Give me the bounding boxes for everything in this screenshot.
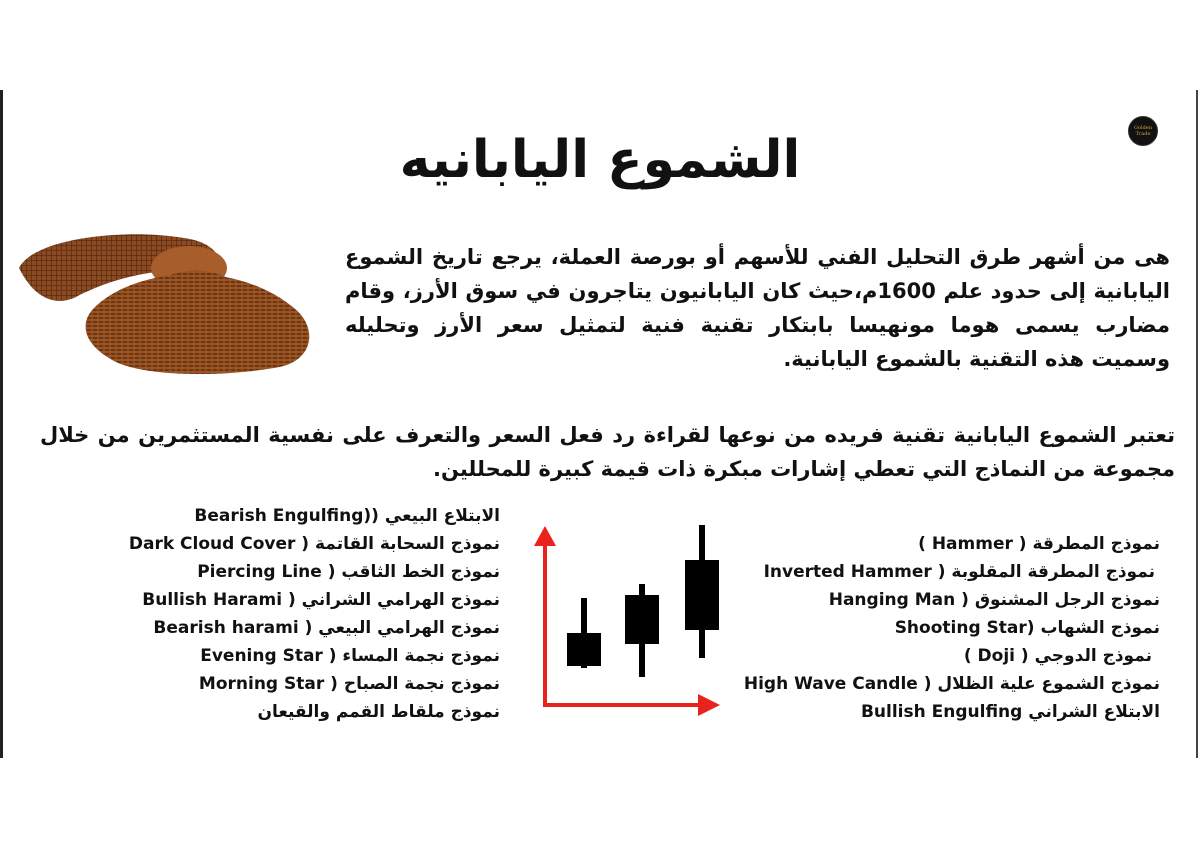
candle-body-3 xyxy=(685,560,719,630)
list-item: نموذج ملقاط القمم والقيعان xyxy=(257,702,500,722)
intro-paragraph: هى من أشهر طرق التحليل الفني للأسهم أو بورصة العملة، يرجع تاريخ الشموع اليابانية إلى حدود علم 1600م،حيث كان اليابانيون يتاجرون في سوق الأرز، وقام مضارب يسمى هوما مونهيسا بابتكار تقنية فنية لتمثيل سعر الأرز وتحليله وسميت هذه التقنية بالشموع اليابانية. xyxy=(345,245,1171,371)
bullish-patterns-list xyxy=(720,530,1160,726)
bearish-patterns-list xyxy=(100,502,500,726)
list-item: نموذج نجمة الصباح ( Morning Star xyxy=(198,674,500,694)
list-item: نموذج الرجل المشنوق ( Hanging Man xyxy=(828,590,1160,610)
description-paragraph: تعتبر الشموع اليابانية تقنية فريده من نوعها لقراءة رد فعل السعر والتعرف على نفسية المستثمرين من خلال مجموعة من النماذج التي تعطي إشارات مبكرة ذات قيمة كبيرة للمحللين. xyxy=(40,423,1175,481)
list-item: نموذج الهرامي الشراني ( Bullish Harami xyxy=(142,590,500,610)
list-item: الابتلاع البيعي ((Bearish Engulfing xyxy=(194,506,500,526)
list-item: نموذج الشهاب (Shooting Star xyxy=(894,618,1160,638)
list-item: نموذج المطرقة ( Hammer ) xyxy=(918,534,1160,554)
candle-body-1 xyxy=(567,633,601,666)
rice-sack-image xyxy=(14,228,324,378)
x-arrow-head xyxy=(698,694,720,716)
list-item: نموذج الخط الثاقب ( Piercing Line xyxy=(197,562,500,582)
list-item: نموذج السحابة القاتمة ( Dark Cloud Cover xyxy=(128,534,500,554)
logo-icon xyxy=(1128,116,1158,146)
logo-text: Golden Trade xyxy=(1134,125,1152,137)
page-title: الشموع اليابانيه xyxy=(399,130,801,190)
list-item: نموذج الهرامي البيعي ( Bearish harami xyxy=(153,618,500,638)
candlestick-illustration xyxy=(530,520,730,720)
list-item: نموذج الدوجي ( Doji ) xyxy=(963,646,1152,666)
list-item: الابتلاع الشراني Bullish Engulfing xyxy=(860,702,1160,722)
list-item: نموذج نجمة المساء ( Evening Star xyxy=(200,646,500,666)
list-item: نموذج المطرقة المقلوبة ( Inverted Hammer xyxy=(763,562,1155,582)
list-item: نموذج الشموع علية الظلال ( High Wave Candle xyxy=(743,674,1160,694)
y-arrow-head xyxy=(534,526,556,546)
candle-body-2 xyxy=(625,595,659,644)
